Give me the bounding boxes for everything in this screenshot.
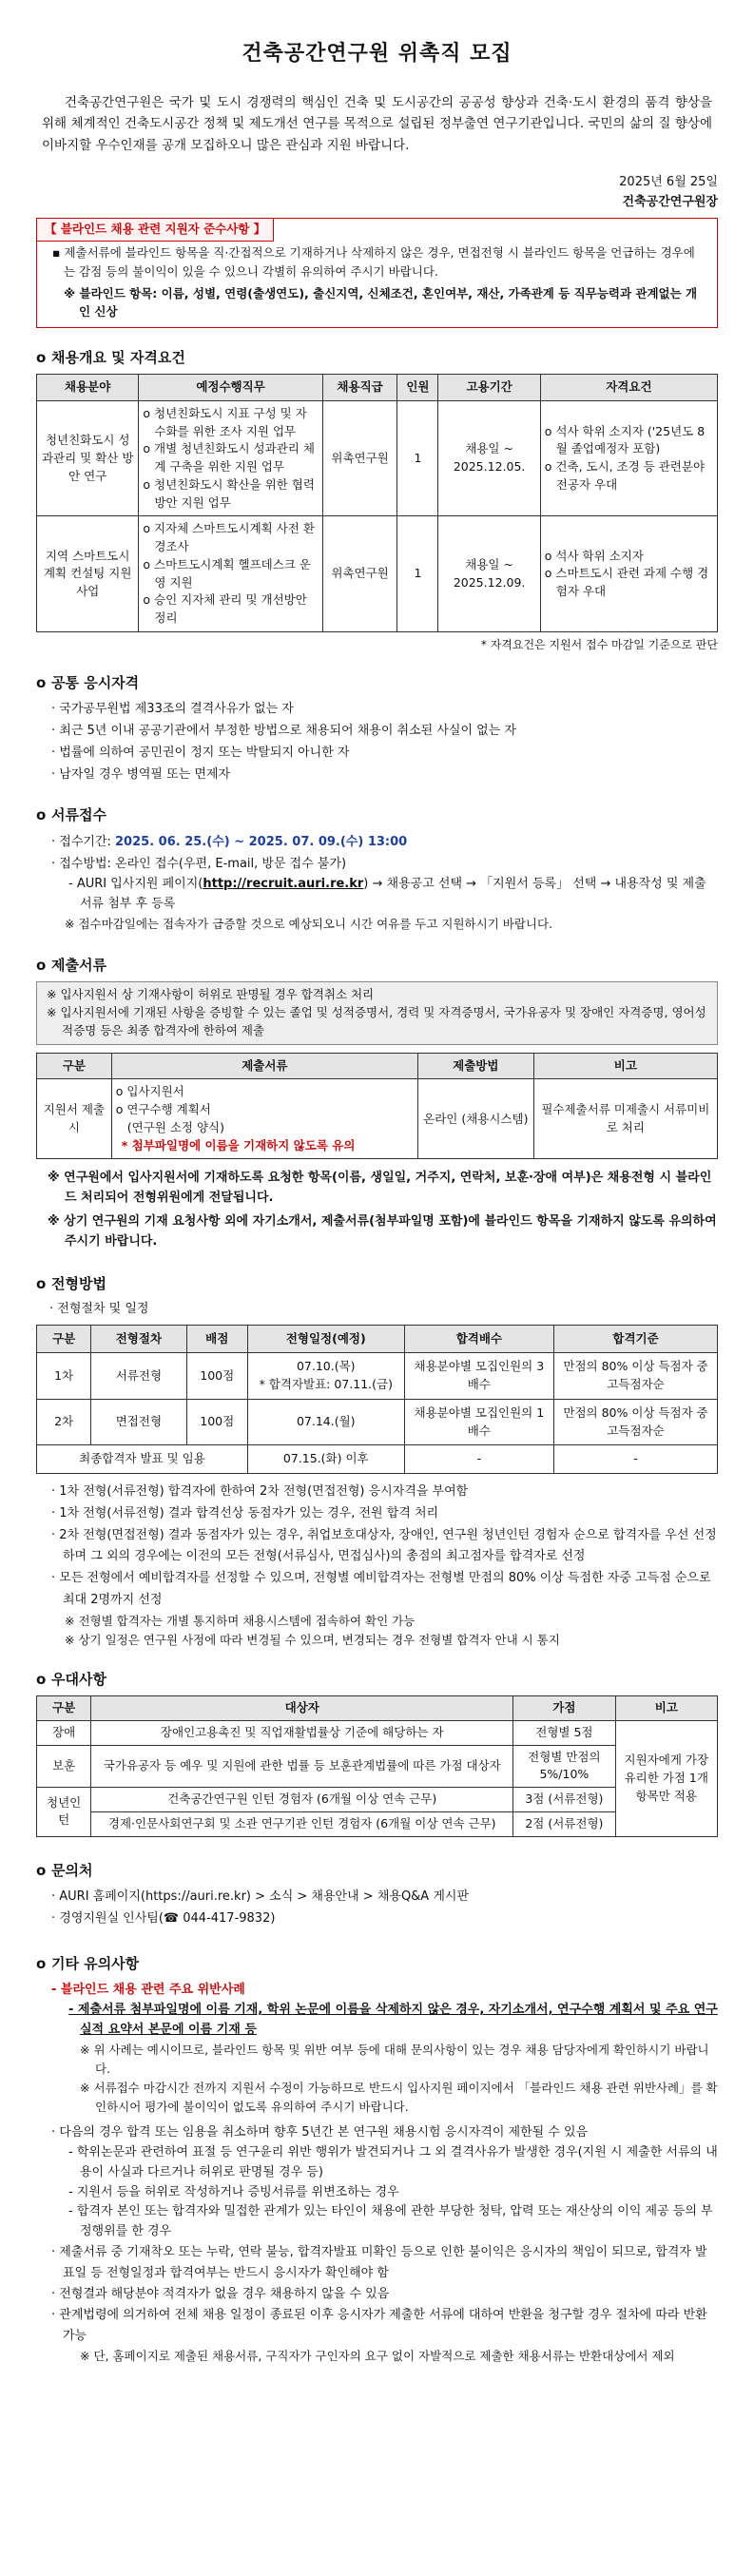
docs-header-kind: 구분 [37,1053,112,1079]
selection-note: ※ 전형별 합격자는 개별 통지하며 채용시스템에 접속하여 확인 가능 [65,1613,416,1628]
list-item: · 최근 5년 이내 공공기관에서 부정한 방법으로 채용되어 채용이 취소된 사실이 없는 자 [51,724,516,739]
receipt-list [36,832,718,934]
pref-header-target: 대상자 [91,1696,513,1721]
hire-count: 1 [397,400,438,516]
pref-points: 전형별 만점의 5%/10% [513,1745,615,1788]
table-row [37,400,718,516]
section-hire-heading [36,347,718,369]
bullet-icon: o [36,1954,47,1972]
page-title: 건축공간연구원 위촉직 모집 [242,42,512,66]
pref-target: 건축공간연구원 인턴 경험자 (6개월 이상 연속 근무) [91,1788,513,1812]
blind-notice-box [36,218,718,327]
sel-header-score: 배점 [186,1325,247,1353]
hire-header-field: 채용분야 [37,375,139,401]
hire-header-count: 인원 [397,375,438,401]
blind-notice-header: 【 블라인드 채용 관련 지원자 준수사항 】 [37,219,274,242]
section-hire-title: 채용개요 및 자격요건 [51,348,185,366]
sel-sched [247,1399,404,1445]
pref-header-remark: 비고 [615,1696,717,1721]
hire-quals [540,400,717,516]
intro-paragraph: 건축공간연구원은 국가 및 도시 경쟁력의 핵심인 건축 및 도시공간의 공공성 향상과 건축·도시 환경의 품격 향상을 위해 체계적인 건축도시공간 정책 및 제도개선 연구를 목적으로 설립된 정부출연 연구기관입니다. 국민의 삶의 질 향상에 이바지할 우수인재를 공개 모집하오니 많은 관심과 지원 바랍니다. [42,95,712,153]
hire-period: 채용일 ~ 2025.12.05. [438,400,540,516]
selection-subtitle: · 전형절차 및 일정 [49,1302,149,1317]
section-receipt-title: 서류접수 [51,806,106,824]
sel-kind: 1차 [37,1353,91,1400]
sel-step: 서류전형 [91,1353,186,1400]
sel-score: 100점 [186,1399,247,1445]
section-etc-title: 기타 유의사항 [51,1954,140,1972]
selection-table [36,1325,718,1475]
section-common-title: 공통 응시자격 [51,673,140,691]
hire-count: 1 [397,516,438,632]
sel-header-mult: 합격배수 [404,1325,554,1353]
docs-warning-1: ※ 연구원에서 입사지원서에 기재하도록 요청한 항목(이름, 생일일, 거주지, 연락처, 보훈·장애 여부)은 채용전형 시 블라인드 처리되어 전형위원에게 전달됩니다. [48,1171,712,1206]
docs-notice-line: ※ 입사지원서 상 기재사항이 허위로 판명될 경우 합격취소 처리 [47,987,375,1002]
etc-note: ※ 위 사례는 예시이므로, 블라인드 항목 및 위반 여부 등에 대해 문의사항이 있는 경우 채용 담당자에게 확인하시기 바랍니다. [80,2042,709,2076]
table-row [37,1720,718,1745]
receipt-period-label: · 접수기간: [51,834,116,849]
sel-step: 면접전형 [91,1399,186,1445]
docs-table [36,1053,718,1160]
docs-item: (연구원 소정 양식) [126,1119,224,1134]
recruit-site-link[interactable]: http://recruit.auri.re.kr [203,877,364,892]
receipt-period [36,832,718,854]
bullet-icon: o [36,806,47,824]
section-docs-heading [36,955,718,977]
section-receipt-heading [36,804,718,826]
list-item: - 학위논문과 관련하여 표절 등 연구윤리 위반 행위가 발견되거나 그 외 결격사유가 발생한 경우(지원 시 제출한 서류의 내용이 사실과 다르거나 허위로 판명될 경우 등) [68,2144,718,2179]
sel-sched-date: 07.10.(목) [296,1359,356,1374]
hire-quals [540,516,717,632]
sel-sched [247,1353,404,1400]
pref-kind: 보훈 [37,1745,91,1788]
sel-sched-date: 07.14.(월) [296,1414,356,1429]
sel-kind: 2차 [37,1399,91,1445]
bullet-icon: o [36,1274,47,1292]
receipt-note: ※ 접수마감일에는 접속자가 급증할 것으로 예상되오니 시간 여유를 두고 지원하시기 바랍니다. [65,916,553,931]
hire-footnote: * 자격요건은 지원서 접수 마감일 기준으로 판단 [480,637,718,651]
table-row [37,1399,718,1445]
duty-item: o 개별 청년친화도시 성과관리 체계 구축을 위한 지원 업무 [143,441,315,475]
pref-remark: 지원자에게 가장 유리한 가점 1개 항목만 적용 [615,1720,717,1836]
sel-final-label: 최종합격자 발표 및 임용 [37,1445,248,1474]
etc-blind-violation-title: - 블라인드 채용 관련 주요 위반사례 [51,1983,245,1998]
contact-list [36,1887,718,1930]
list-item: · 1차 전형(서류전형) 결과 합격선상 동점자가 있는 경우, 전원 합격 처리 [51,1505,439,1520]
docs-items [111,1079,417,1159]
blind-notice-line: ▪ 제출서류에 블라인드 항목을 직·간접적으로 기재하거나 삭제하지 않은 경우, 면접전형 시 블라인드 항목을 언급하는 경우에는 감점 등의 불이익이 있을 수 있으니 각별히 유의하여 주시기 바랍니다. [52,245,695,279]
sel-final-sched: 07.15.(화) 이후 [247,1445,404,1474]
receipt-auri-suffix: ) → 채용공고 선택 → 「지원서 등록」 선택 → 내용작성 및 제출서류 첨부 후 등록 [80,877,706,912]
hire-grade: 위촉연구원 [322,400,397,516]
pref-target: 국가유공자 등 예우 및 지원에 관한 법률 등 보훈관계법률에 따른 가점 대상자 [91,1745,513,1788]
list-item: · 1차 전형(서류전형) 합격자에 한하여 2차 전형(면접전형) 응시자격을 부여함 [51,1484,469,1500]
selection-list [36,1482,718,1650]
section-contact-heading [36,1860,718,1882]
hire-period: 채용일 ~ 2025.12.09. [438,516,540,632]
selection-note: ※ 상기 일정은 연구원 사정에 따라 변경될 수 있으며, 변경되는 경우 전형별 합격자 안내 시 통지 [65,1632,560,1647]
docs-method: 온라인 (채용시스템) [417,1079,533,1159]
bullet-icon: o [36,1861,47,1879]
pref-header-points: 가점 [513,1696,615,1721]
section-etc-heading [36,1953,718,1975]
list-item: · 법률에 의하여 공민권이 정지 또는 박탈되지 아니한 자 [51,745,350,760]
bullet-icon: o [36,673,47,691]
qual-item: o 석사 학위 소지자 ('25년도 8월 졸업예정자 포함) [544,423,706,456]
contact-homepage-link[interactable]: · AURI 홈페이지(https://auri.re.kr) > 소식 > 채용안내 > 채용Q&A 게시판 [51,1889,470,1905]
blind-notice-items: ※ 블라인드 항목: 이름, 성별, 연령(출생연도), 출신지역, 신체조건, 혼인여부, 재산, 가족관계 등 직무능력과 관계없는 개인 신상 [64,285,698,320]
section-pref-heading [36,1669,718,1691]
etc-note: ※ 서류접수 마감시간 전까지 지원서 수정이 가능하므로 반드시 입사지원 페이지에서 「블라인드 채용 관련 위반사례」를 확인하시어 평가에 불이익이 없도록 유의하여 주시기 바랍니다. [80,2080,718,2114]
sel-final-crit: - [554,1445,718,1474]
section-selection-heading [36,1273,718,1295]
list-item: · 남자일 경우 병역필 또는 면제자 [51,766,231,782]
list-item: · 전형결과 해당분야 적격자가 없을 경우 채용하지 않을 수 있음 [51,2287,390,2302]
hire-header-period: 고용기간 [438,375,540,401]
sel-crit: 만점의 80% 이상 득점자 중 고득점자순 [554,1353,718,1400]
pref-kind: 청년인턴 [37,1788,91,1837]
hire-header-grade: 채용직급 [322,375,397,401]
docs-notice-line: ※ 입사지원서에 기재된 사항을 증빙할 수 있는 졸업 및 성적증명서, 경력 및 자격증명서, 국가유공자 및 장애인 자격증명, 영어성적증명 등은 최종 합격자에 한하여 제출 [47,1005,706,1037]
list-item: - 지원서 등을 허위로 작성하거나 증빙서류를 위변조하는 경우 [68,2184,399,2199]
section-common-heading [36,672,718,694]
receipt-auri-prefix: - AURI 입사지원 페이지( [68,877,203,892]
duty-item: o 지자체 스마트도시계획 사전 환경조사 [143,521,315,554]
common-list [36,699,718,785]
sel-final-mult: - [404,1445,554,1474]
docs-header-method: 제출방법 [417,1053,533,1079]
pref-header-kind: 구분 [37,1696,91,1721]
table-row [37,516,718,632]
docs-header-docs: 제출서류 [111,1053,417,1079]
hire-header-duties: 예정수행직무 [139,375,322,401]
table-row [37,1353,718,1400]
hire-duties [139,516,322,632]
sel-header-kind: 구분 [37,1325,91,1353]
receipt-period-value: 2025. 06. 25.(수) ~ 2025. 07. 09.(수) 13:00 [115,834,408,849]
section-pref-title: 우대사항 [51,1670,106,1688]
list-item: · 다음의 경우 합격 또는 임용을 취소하며 향후 5년간 본 연구원 채용시험 응시자격이 제한될 수 있음 [51,2124,589,2140]
section-contact-title: 문의처 [51,1861,93,1879]
list-item: · 2차 전형(면접전형) 결과 동점자가 있는 경우, 취업보호대상자, 장애인, 연구원 청년인턴 경험자 순으로 합격자를 우선 선정하며 그 외의 경우에는 이전의 모든 전형(서류심사, 면접심사)의 총점의 최고점자를 합격자로 선정 [51,1527,717,1564]
list-item: - 합격자 본인 또는 합격자와 밀접한 관계가 있는 타인이 채용에 관한 부당한 청탁, 압력 또는 재산상의 이익 제공 등의 부정행위를 한 경우 [68,2204,713,2239]
pref-points: 3점 (서류전형) [513,1788,615,1812]
notice-date: 2025년 6월 25일 [619,174,718,189]
qual-item: o 스마트도시 관련 과제 수행 경험자 우대 [544,566,709,599]
docs-item: o 입사지원서 [115,1084,184,1099]
docs-warning-2: ※ 상기 연구원의 기재 요청사항 외에 자기소개서, 제출서류(첨부파일명 포함)에 블라인드 항목을 기재하지 않도록 유의하여 주시기 바랍니다. [48,1214,717,1249]
duty-item: o 승인 지자체 관리 및 개선방안 정리 [143,592,307,626]
section-docs-title: 제출서류 [51,956,106,974]
docs-filename-warning: * 첨부파일명에 이름을 기재하지 않도록 유의 [121,1137,356,1152]
bullet-icon: o [36,1670,47,1688]
docs-item: o 연구수행 계획서 [115,1102,211,1117]
docs-remark: 필수제출서류 미제출시 서류미비로 처리 [533,1079,717,1159]
contact-phone: · 경영지원실 인사팀(☎ 044-417-9832) [51,1910,276,1926]
docs-notice-box [36,981,718,1044]
etc-note: ※ 단, 홈페이지로 제출된 채용서류, 구직자가 구인자의 요구 없이 자발적으로 제출한 채용서류는 반환대상에서 제외 [80,2349,675,2364]
sel-mult: 채용분야별 모집인원의 1배수 [404,1399,554,1445]
duty-item: o 청년친화도시 지표 구성 및 자수화를 위한 조사 지원 업무 [143,405,307,438]
date-block [36,173,718,213]
hire-field: 지역 스마트도시계획 컨설팅 지원 사업 [37,516,139,632]
list-item: · 모든 전형에서 예비합격자를 선정할 수 있으며, 전형별 예비합격자는 전형별 만점의 80% 이상 득점한 자중 고득점 순으로 최대 2명까지 선정 [51,1571,711,1607]
sel-header-sched: 전형일정(예정) [247,1325,404,1353]
bullet-icon: o [36,348,47,366]
qual-item: o 건축, 도시, 조경 등 관련분야 전공자 우대 [544,459,706,492]
sel-mult: 채용분야별 모집인원의 3배수 [404,1353,554,1400]
etc-list [36,1980,718,2366]
sel-score: 100점 [186,1353,247,1400]
table-row [37,1445,718,1474]
preference-table [36,1695,718,1837]
list-item: · 국가공무원법 제33조의 결격사유가 없는 자 [51,702,294,717]
list-item: · 제출서류 중 기재착오 또는 누락, 연락 불능, 합격자발표 미확인 등으로 인한 불이익은 응시자의 책임이 되므로, 합격자 발표일 등 전형일정과 합격여부는 반드시 응시자가 확인해야 함 [51,2244,707,2281]
pref-target: 장애인고용촉진 및 직업재활법률상 기준에 해당하는 자 [91,1720,513,1745]
qual-item: o 석사 학위 소지자 [544,548,644,563]
hire-grade: 위촉연구원 [322,516,397,632]
list-item: · 관계법령에 의거하여 전체 채용 일정이 종료된 이후 응시자가 제출한 서류에 대하여 반환을 청구할 경우 절차에 따라 반환 가능 [51,2308,707,2344]
receipt-method: · 접수방법: 온라인 접수(우편, E-mail, 방문 접수 불가) [51,856,347,871]
etc-blind-violation-examples: - 제출서류 첨부파일명에 이름 기재, 학위 논문에 이름을 삭제하지 않은 경우, 자기소개서, 연구수행 계획서 및 주요 연구실적 요약서 본문에 이름 기재 등 [68,2003,718,2038]
docs-kind: 지원서 제출 시 [37,1079,112,1159]
table-row [37,1079,718,1159]
duty-item: o 스마트도시계획 헬프데스크 운영 지원 [143,556,311,590]
pref-target: 경제·인문사회연구회 및 소관 연구기관 인턴 경험자 (6개월 이상 연속 근무) [91,1811,513,1836]
sel-sched-announce: * 합격자발표: 07.11.(금) [259,1377,393,1392]
hire-table [36,374,718,632]
duty-item: o 청년친화도시 확산을 위한 협력방안 지원 업무 [143,476,315,510]
sel-header-step: 전형절차 [91,1325,186,1353]
pref-points: 2점 (서류전형) [513,1811,615,1836]
hire-header-quals: 자격요건 [540,375,717,401]
bullet-icon: o [36,956,47,974]
receipt-auri [36,875,718,915]
sel-header-crit: 합격기준 [554,1325,718,1353]
section-selection-title: 전형방법 [51,1274,106,1292]
pref-points: 전형별 5점 [513,1720,615,1745]
hire-duties [139,400,322,516]
docs-header-remark: 비고 [533,1053,717,1079]
pref-kind: 장애 [37,1720,91,1745]
sel-crit: 만점의 80% 이상 득점자 중 고득점자순 [554,1399,718,1445]
hire-field: 청년친화도시 성과관리 및 확산 방안 연구 [37,400,139,516]
org-signature: 건축공간연구원장 [622,194,718,209]
